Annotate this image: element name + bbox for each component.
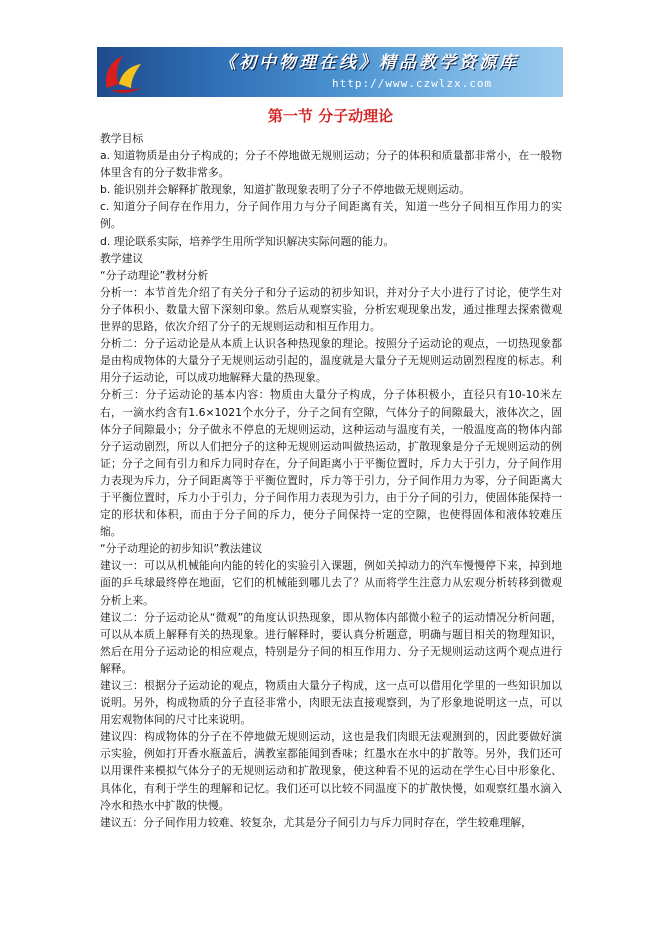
document-title: 第一节 分子动理论 — [267, 107, 394, 125]
header-banner — [97, 47, 563, 97]
subheading-analysis: “分子动理论”教材分析 — [100, 268, 209, 282]
objective-a: a. 知道物质是由分子构成的；分子不停地做无规则运动；分子的体积和质量都非常小，在一般物体里含有的分子数非常多。 — [100, 149, 562, 180]
analysis-two: 分析二：分子运动论是从本质上认识各种热现象的理论。按照分子运动论的观点，一切热现象都是由构成物体的大量分子无规则运动引起的，温度就是大量分子无规则运动剧烈程度的标志。利用分子运动论，可以成功地解释大量的热现象。 — [100, 337, 562, 385]
suggestion-five: 建议五：分子间作用力较难、较复杂，尤其是分子间引力与斥力同时存在，学生较难理解， — [100, 815, 532, 829]
banner-title: 《初中物理在线》精品教学资源库 — [219, 53, 519, 73]
objective-b: b. 能识别并会解释扩散现象，知道扩散现象表明了分子不停地做无规则运动。 — [100, 183, 471, 197]
section-heading-suggestions: 教学建议 — [100, 251, 144, 265]
document-body — [100, 130, 562, 831]
objective-c: c. 知道分子间存在作用力，分子间作用力与分子间距离有关，知道一些分子间相互作用力的实例。 — [100, 200, 562, 231]
suggestion-four: 建议四：构成物体的分子在不停地做无规则运动，这也是我们肉眼无法观测到的，因此要做好演示实验，例如打开香水瓶盖后，满教室都能闻到香味；红墨水在水中的扩散等。另外，我们还可以用课件来模拟气体分子的无规则运动和扩散现象，使这种看不见的运动在学生心目中形象化、具体化，有利于学生的理解和记忆。我们还可以比较不同温度下的扩散快慢，如观察红墨水滴入冷水和热水中扩散的快慢。 — [100, 730, 562, 812]
suggestion-one: 建议一：可以从机械能向内能的转化的实验引入课题，例如关掉动力的汽车慢慢停下来，掉到地面的乒乓球最终停在地面，它们的机械能到哪儿去了？从而将学生注意力从宏观分析转移到微观分析上来。 — [100, 559, 562, 607]
analysis-three: 分析三：分子运动论的基本内容：物质由大量分子构成，分子体积极小，直径只有10-10米左右，一滴水约含有1.6×1021个水分子，分子之间有空隙，气体分子的间隙最大，液体次之，固体分子间隙最小；分子做永不停息的无规则运动，这种运动与温度有关，一般温度高的物体内部分子运动剧烈，所以人们把分子的这种无规则运动叫做热运动，扩散现象是分子无规则运动的例证；分子之间有引力和斥力同时存在，分子间距离小于平衡位置时，斥力大于引力，分子间作用力表现为斥力，分子间距离等于平衡位置时，斥力等于引力，分子间作用力为零，分子间距离大于平衡位置时，斥力小于引力，分子间作用力表现为引力，由于分子间的引力，使固体能保持一定的形状和体积，而由于分子间的斥力，使分子间保持一定的空隙，也使得固体和液体较难压缩。 — [100, 388, 562, 539]
suggestion-two: 建议二：分子运动论从“微观”的角度认识热现象，即从物体内部微小粒子的运动情况分析问题，可以从本质上解释有关的热现象。进行解释时，要认真分析题意，明确与题目相关的物理知识，然后在用分子运动论的相应观点，特别是分子间的相互作用力、分子无规则运动这两个观点进行解释。 — [100, 610, 562, 675]
section-heading-objectives: 教学目标 — [100, 132, 144, 145]
banner-url: http://www.czwlzx.com — [332, 77, 493, 90]
objective-d: d. 理论联系实际，培养学生用所学知识解决实际问题的能力。 — [100, 234, 395, 248]
swirl-logo-icon — [101, 50, 145, 94]
analysis-one: 分析一：本节首先介绍了有关分子和分子运动的初步知识，并对分子大小进行了讨论，使学生对分子体积小、数量大留下深刻印象。然后从观察实验，分析宏观现象出发，通过推理去探索微观世界的思路，依次介绍了分子的无规则运动和相互作用力。 — [100, 285, 562, 334]
suggestion-three: 建议三：根据分子运动论的观点，物质由大量分子构成，这一点可以借用化学里的一些知识加以说明。另外，构成物质的分子直径非常小，肉眼无法直接观察到，为了形象地说明这一点，可以用宏观物体间的尺寸比来说明。 — [100, 679, 562, 727]
subheading-teaching-methods: “分子动理论的初步知识”教法建议 — [100, 542, 263, 556]
